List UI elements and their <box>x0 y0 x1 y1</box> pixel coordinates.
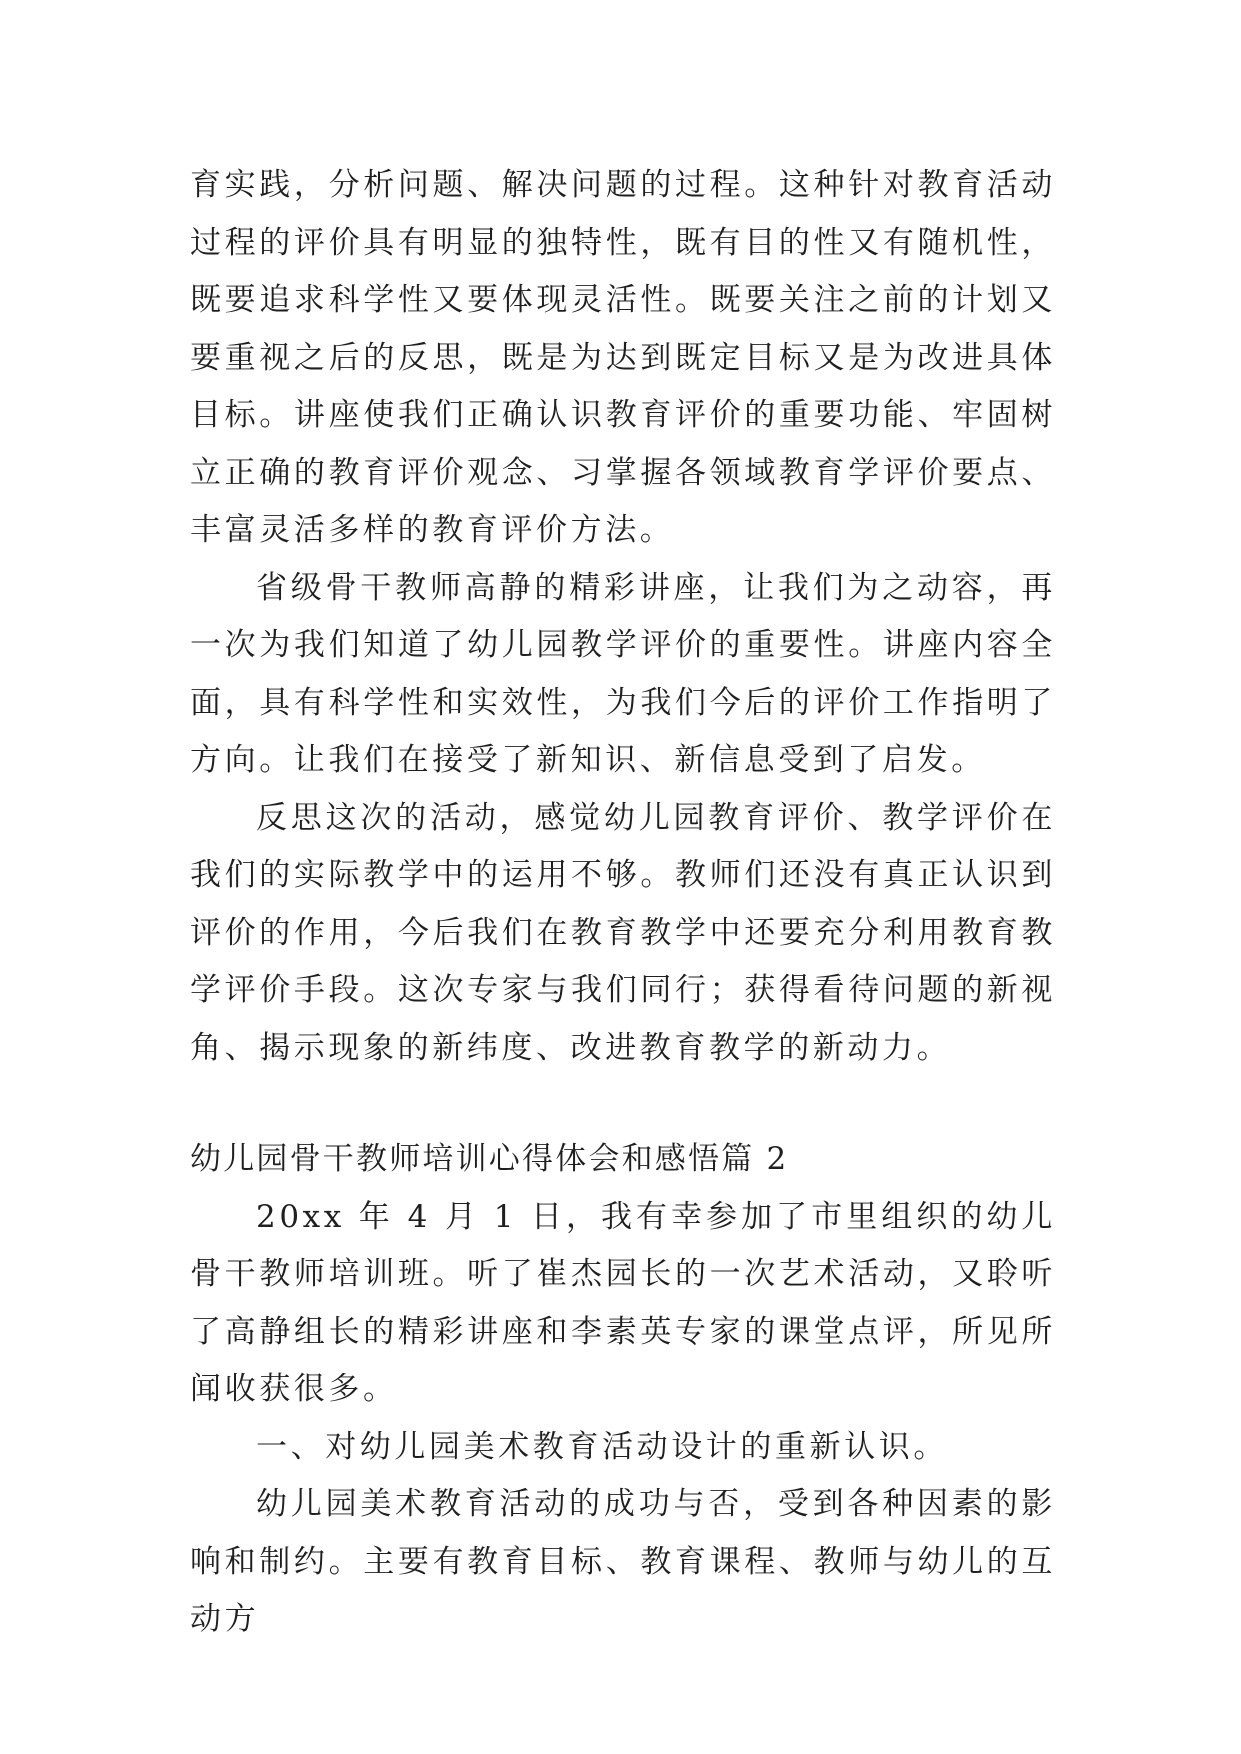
paragraph-subheading-art-education: 一、对幼儿园美术教育活动设计的重新认识。 <box>256 1428 948 1465</box>
paragraph-gao-jing-lecture: 省级骨干教师高静的精彩讲座，让我们为之动容，再一次为我们知道了幼儿园教学评价的重要性。讲座内容全面，具有科学性和实效性，为我们今后的评价工作指明了方向。让我们在接受了新知识、新信息受到了启发。 <box>190 569 1056 778</box>
paragraph-evaluation-lecture: 育实践，分析问题、解决问题的过程。这种针对教育活动过程的评价具有明显的独特性，既有目的性又有随机性，既要追求科学性又要体现灵活性。既要关注之前的计划又要重视之后的反思，既是为达到既定目标又是为改进具体目标。讲座使我们正确认识教育评价的重要功能、牢固树立正确的教育评价观念、习掌握各领域教育学评价要点、丰富灵活多样的教育评价方法。 <box>190 167 1056 548</box>
paragraph-art-education-factors: 幼儿园美术教育活动的成功与否，受到各种因素的影响和制约。主要有教育目标、教育课程、教师与幼儿的互动方 <box>190 1486 1056 1637</box>
document-body <box>190 157 1056 1649</box>
paragraph-training-intro: 20xx 年 4 月 1 日，我有幸参加了市里组织的幼儿骨干教师培训班。听了崔杰园长的一次艺术活动，又聆听了高静组长的精彩讲座和李素英专家的课堂点评，所见所闻收获很多。 <box>190 1198 1056 1407</box>
paragraph-reflection: 反思这次的活动，感觉幼儿园教育评价、教学评价在我们的实际教学中的运用不够。教师们还没有真正认识到评价的作用，今后我们在教育教学中还要充分利用教育教学评价手段。这次专家与我们同行；获得看待问题的新视角、揭示现象的新纬度、改进教育教学的新动力。 <box>190 799 1056 1066</box>
section-heading: 幼儿园骨干教师培训心得体会和感悟篇 2 <box>190 1141 789 1177</box>
